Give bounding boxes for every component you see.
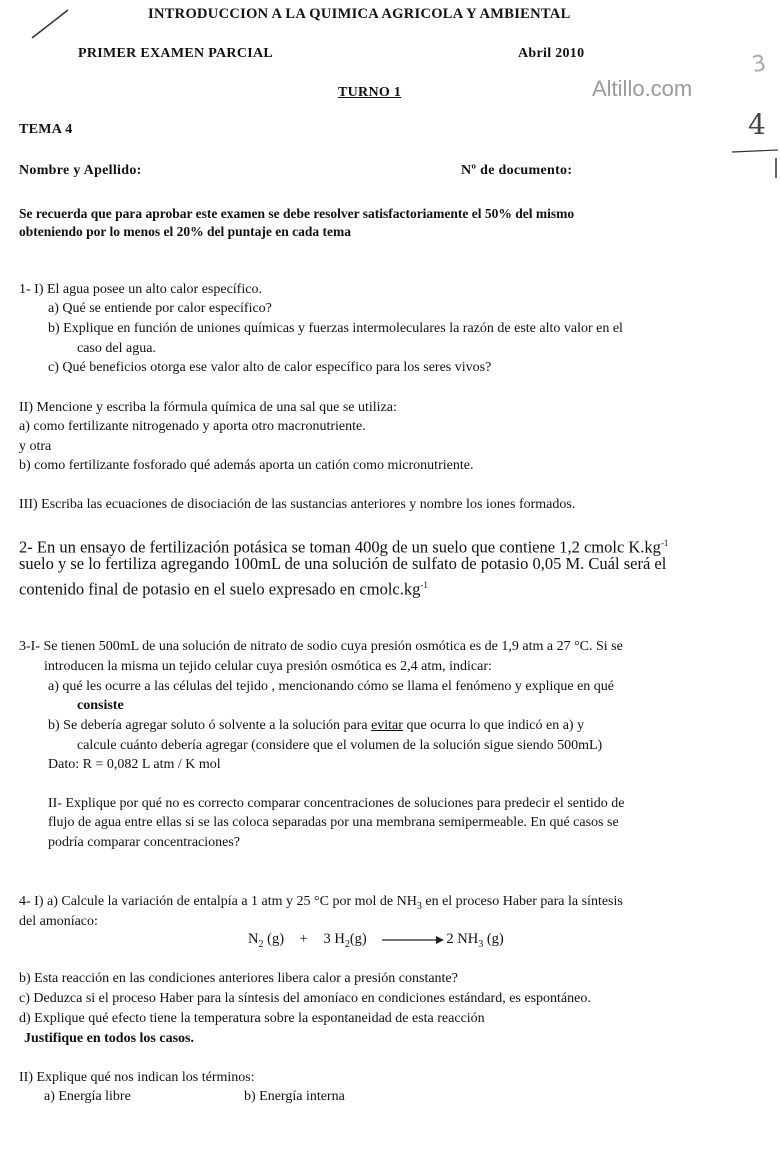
q3-item-b-line1 <box>48 716 584 735</box>
notice-line-2: obteniendo por lo menos el 20% del puntaje en cada tema <box>19 224 352 239</box>
eq-nh3-state: (g) <box>483 931 504 947</box>
eq-h2-sub: 2 <box>344 938 350 950</box>
q3-line-1: 3-I- Se tienen 500mL de una solución de nitrato de sodio cuya presión osmótica es de 1,9 atm a 27 °C. Si se <box>19 639 623 654</box>
haber-equation <box>248 930 504 954</box>
eq-h2-state: (g) <box>349 931 367 947</box>
q3-item-a-line2: consiste <box>77 698 124 713</box>
document-field-label: Nº de documento: <box>461 163 573 178</box>
q3-ii-line2: flujo de agua entre ellas si se las coloca separadas por una membrana semipermeable. En qué casos se <box>48 815 619 830</box>
turno-label: TURNO 1 <box>338 85 402 100</box>
q3-ii-line3: podría comparar concentraciones? <box>48 835 241 850</box>
q1-ii-b: b) como fertilizante fosforado qué además aporta un catión como micronutriente. <box>19 458 474 473</box>
notice-line-1: Se recuerda que para aprobar este examen se debe resolver satisfactoriamente el 50% del mismo <box>19 206 575 221</box>
q3-item-a-text: a) qué les ocurre a las células del tejido , mencionando cómo se llama el fenómeno y explique en qué <box>48 679 615 694</box>
exam-date: Abril 2010 <box>518 46 585 61</box>
q4-justify: Justifique en todos los casos. <box>24 1031 194 1046</box>
course-title: INTRODUCCION A LA QUIMICA AGRICOLA Y AMBIENTAL <box>148 6 571 22</box>
eq-nh3: 2 NH <box>446 931 479 947</box>
q2-line-3 <box>19 574 428 601</box>
watermark-logo: Altillo.com <box>592 76 693 101</box>
q4-ii-intro: II) Explique qué nos indican los términos: <box>19 1070 255 1085</box>
eq-h2: 3 H <box>323 931 345 947</box>
q4-ii-a: a) Energía libre <box>44 1089 131 1104</box>
q1-intro: 1- I) El agua posee un alto calor específico. <box>19 282 262 297</box>
q2-sup-1: -1 <box>660 538 669 548</box>
q2-line-2: suelo y se lo fertiliza agregando 100mL de una solución de sulfato de potasio 0,05 M. Cuál será el <box>19 554 667 573</box>
margin-mark-4: 4 <box>748 108 766 141</box>
q4-line-1-post: en el proceso Haber para la síntesis <box>421 894 623 909</box>
q4-item-b: b) Esta reacción en las condiciones anteriores libera calor a presión constante? <box>19 971 458 986</box>
q3-dato: Dato: R = 0,082 L atm / K mol <box>48 757 221 772</box>
q1-ii-y: y otra <box>19 439 52 454</box>
tema-label: TEMA 4 <box>19 122 73 137</box>
q4-item-c: c) Deduzca si el proceso Haber para la síntesis del amoníaco en condiciones estándard, es espontáneo. <box>19 991 591 1006</box>
q1-ii-a: a) como fertilizante nitrogenado y aporta otro macronutriente. <box>19 419 366 434</box>
q3-item-b-pre: b) Se debería agregar soluto ó solvente a la solución para <box>48 718 372 733</box>
name-field-label: Nombre y Apellido: <box>19 163 142 178</box>
q3-item-b-post: que ocurra lo que indicó en a) y <box>402 718 585 733</box>
eq-plus: + <box>299 931 308 947</box>
q1-item-c: c) Qué beneficios otorga ese valor alto de calor específico para los seres vivos? <box>48 360 492 375</box>
q1-item-b-line1: b) Explique en función de uniones químicas y fuerzas intermoleculares la razón de este alto valor en el <box>48 321 623 336</box>
q4-line-1-sub: 3 <box>416 900 422 912</box>
q3-item-b-line2: calcule cuánto debería agregar (considere que el volumen de la solución sigue siendo 500mL) <box>77 738 603 753</box>
q3-line-2: introducen la misma un tejido celular cuya presión osmótica es 2,4 atm, indicar: <box>44 659 492 674</box>
eq-nh3-sub: 3 <box>478 938 484 950</box>
q4-line-1 <box>19 892 623 916</box>
eq-n2: N <box>248 931 259 947</box>
reaction-arrow-icon <box>380 934 446 946</box>
q2-line-3-text: contenido final de potasio en el suelo expresado en cmolc.kg <box>19 579 421 599</box>
exam-title: PRIMER EXAMEN PARCIAL <box>78 46 274 61</box>
q1-iii: III) Escriba las ecuaciones de disociación de las sustancias anteriores y nombre los iones formados. <box>19 497 576 512</box>
q4-item-d: d) Explique qué efecto tiene la temperatura sobre la espontaneidad de esta reacción <box>19 1011 485 1026</box>
margin-line-mark <box>728 140 780 180</box>
q1-item-b-line2: caso del agua. <box>77 341 156 356</box>
q3-item-b-underlined: evitar <box>371 718 403 733</box>
q2-line-1-text: 2- En un ensayo de fertilización potásica se toman 400g de un suelo que contiene 1,2 cmolc K.kg <box>19 537 661 557</box>
q3-item-a-line1 <box>48 677 614 696</box>
eq-n2-state: (g) <box>263 931 285 947</box>
q4-line-2: del amoníaco: <box>19 914 98 929</box>
q4-ii-b: b) Energía interna <box>244 1089 345 1104</box>
q1-item-a: a) Qué se entiende por calor específico? <box>48 301 272 316</box>
eq-n2-sub: 2 <box>258 938 264 950</box>
q3-ii-line1: II- Explique por qué no es correcto comparar concentraciones de soluciones para predecir el sentido de <box>48 796 625 811</box>
q2-sup-2: -1 <box>420 580 428 590</box>
pen-stroke-mark <box>30 6 72 42</box>
q1-ii-intro: II) Mencione y escriba la fórmula química de una sal que se utiliza: <box>19 400 397 415</box>
margin-mark-3: 3 <box>749 50 769 79</box>
q4-line-1-text: 4- I) a) Calcule la variación de entalpía a 1 atm y 25 °C por mol de NH <box>19 894 417 909</box>
